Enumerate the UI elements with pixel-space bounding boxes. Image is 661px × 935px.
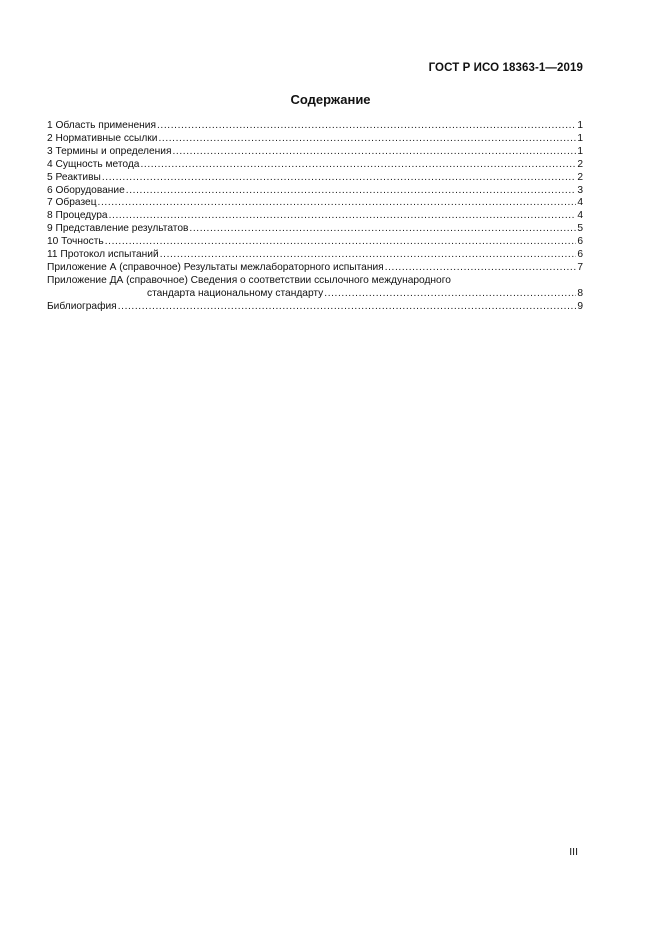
toc-entry-label: 4 Сущность метода [47, 158, 140, 170]
toc-dot-leader [385, 262, 577, 275]
toc-entry[interactable] [47, 210, 583, 223]
toc-entry[interactable] [47, 159, 583, 172]
toc-entry-label: 1 Область применения [47, 120, 156, 131]
toc-entry-label: 11 Протокол испытаний [47, 249, 159, 261]
toc-dot-leader [172, 146, 576, 159]
document-code: ГОСТ Р ИСО 18363-1—2019 [428, 62, 583, 74]
toc-entry-label: 8 Процедура [47, 210, 108, 222]
toc-dot-leader [189, 223, 576, 236]
toc-entry-page: 9 [577, 300, 583, 312]
toc-entry[interactable] [47, 120, 583, 133]
toc-entry-page: 4 [577, 197, 583, 209]
toc-entry[interactable] [47, 133, 583, 146]
toc-entry-page: 8 [577, 287, 583, 299]
toc-entry-page: 1 [577, 120, 583, 131]
toc-entry-label: Библиография [47, 300, 117, 312]
toc-entry-label: 2 Нормативные ссылки [47, 132, 158, 144]
toc-dot-leader [118, 301, 577, 314]
toc-dot-leader [160, 249, 577, 262]
toc-entry-label: 6 Оборудование [47, 184, 125, 196]
toc-entry-label: Приложение А (справочное) Результаты межлабораторного испытания [47, 261, 384, 273]
toc-entry-page: 6 [577, 236, 583, 248]
toc-title: Содержание [290, 92, 371, 107]
toc-entry-page: 6 [577, 249, 583, 261]
toc-entry-page: 2 [577, 171, 583, 183]
toc-dot-leader [98, 197, 577, 210]
toc-entry-page: 1 [577, 145, 583, 157]
toc-entry-page: 4 [577, 210, 583, 222]
toc-dot-leader [102, 172, 576, 185]
toc-entry-label: 9 Представление результатов [47, 223, 189, 235]
toc-entry-page: 2 [577, 158, 583, 170]
toc-entry-label: 7 Образец [47, 197, 97, 209]
toc-entry[interactable] [47, 236, 583, 249]
toc-entry-multiline[interactable] [47, 275, 583, 301]
toc-entry[interactable] [47, 301, 583, 314]
toc-entry[interactable] [47, 249, 583, 262]
toc-entry-page: 7 [577, 261, 583, 273]
toc-entry[interactable] [47, 146, 583, 159]
toc-entry[interactable] [47, 172, 583, 185]
toc-dot-leader [109, 210, 577, 223]
page-number: III [569, 846, 578, 858]
toc-entry-page: 5 [577, 223, 583, 235]
toc-entry-label: 10 Точность [47, 236, 104, 248]
toc-entry-label: 5 Реактивы [47, 171, 101, 183]
toc-entry-label: 3 Термины и определения [47, 145, 172, 157]
toc-entry-label-line1: Приложение ДА (справочное) Сведения о соответствии ссылочного международного [47, 274, 451, 286]
toc-dot-leader [324, 288, 576, 301]
toc-dot-leader [126, 185, 577, 198]
toc-dot-leader [158, 133, 576, 146]
table-of-contents [47, 120, 583, 314]
toc-entry-label-line2: стандарта национальному стандарту [147, 287, 324, 299]
toc-entry-page: 1 [577, 132, 583, 144]
toc-dot-leader [105, 236, 577, 249]
toc-entry[interactable] [47, 223, 583, 236]
toc-dot-leader [157, 120, 576, 133]
toc-dot-leader [140, 159, 576, 172]
toc-entry[interactable] [47, 185, 583, 198]
toc-entry[interactable] [47, 262, 583, 275]
toc-entry[interactable] [47, 197, 583, 210]
toc-entry-page: 3 [577, 184, 583, 196]
